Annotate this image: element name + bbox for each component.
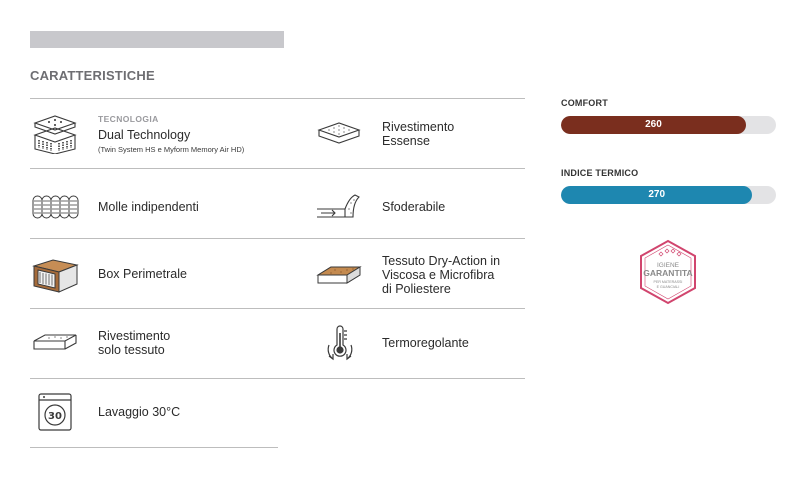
mattress-cover-icon [315, 114, 363, 154]
section-title: CARATTERISTICHE [30, 68, 155, 83]
svg-text:30: 30 [48, 411, 62, 422]
comfort-meter [561, 116, 776, 134]
divider [30, 168, 278, 169]
fabric-layer-icon [315, 255, 363, 295]
feature-label: Sfoderabile [382, 200, 446, 214]
feature-dual-technology [31, 114, 271, 154]
removable-cover-icon [315, 187, 363, 227]
comfort-label: COMFORT [561, 98, 608, 108]
divider [30, 308, 278, 309]
badge-line-1: IGIENE [656, 262, 680, 269]
comfort-value: 260 [645, 119, 662, 130]
feature-label: Lavaggio 30°C [98, 405, 181, 419]
feature-rivestimento-essense [315, 114, 525, 154]
feature-rivestimento-solo-tessuto [31, 323, 271, 363]
badge-line-2: GARANTITA [643, 268, 693, 278]
pocket-springs-icon [31, 187, 79, 227]
washing-30-icon [31, 392, 79, 432]
badge-line-3: PER MATERASSI [653, 280, 683, 284]
thermal-index-value: 270 [648, 189, 666, 200]
feature-label: Tessuto Dry-Action in Viscosa e Microfibra di Poliestere [382, 254, 501, 296]
feature-label: Rivestimento solo tessuto [98, 329, 171, 357]
divider [30, 378, 525, 379]
feature-label: Molle indipendenti [98, 200, 199, 214]
feature-lavaggio-30 [31, 392, 271, 432]
feature-label: Rivestimento Essense [382, 120, 455, 148]
divider [30, 238, 278, 239]
feature-sublabel: (Twin System HS e Myform Memory Air HD) [98, 145, 245, 154]
feature-molle-indipendenti [31, 187, 271, 227]
feature-label: Dual Technology [98, 128, 191, 142]
thermal-index-label: INDICE TERMICO [561, 168, 639, 178]
thermometer-icon [315, 323, 363, 363]
hygiene-guarantee-badge [637, 239, 699, 305]
feature-box-perimetrale [31, 254, 271, 294]
feature-category: TECNOLOGIA [98, 114, 159, 124]
divider [30, 98, 525, 99]
feature-label: Termoregolante [382, 336, 469, 350]
divider [278, 168, 525, 169]
divider [30, 447, 278, 448]
feature-label: Box Perimetrale [98, 267, 187, 281]
fabric-cover-icon [31, 323, 79, 363]
divider [278, 238, 525, 239]
header-placeholder-bar [30, 31, 284, 48]
thermal-index-meter [561, 186, 776, 204]
perimeter-box-icon [31, 254, 79, 294]
feature-sfoderabile [315, 187, 525, 227]
dual-layer-mattress-icon [31, 114, 79, 154]
feature-termoregolante [315, 323, 525, 363]
feature-tessuto-dry-action [315, 254, 530, 296]
badge-line-4: E GUANCIALI [656, 285, 680, 289]
divider [278, 308, 525, 309]
